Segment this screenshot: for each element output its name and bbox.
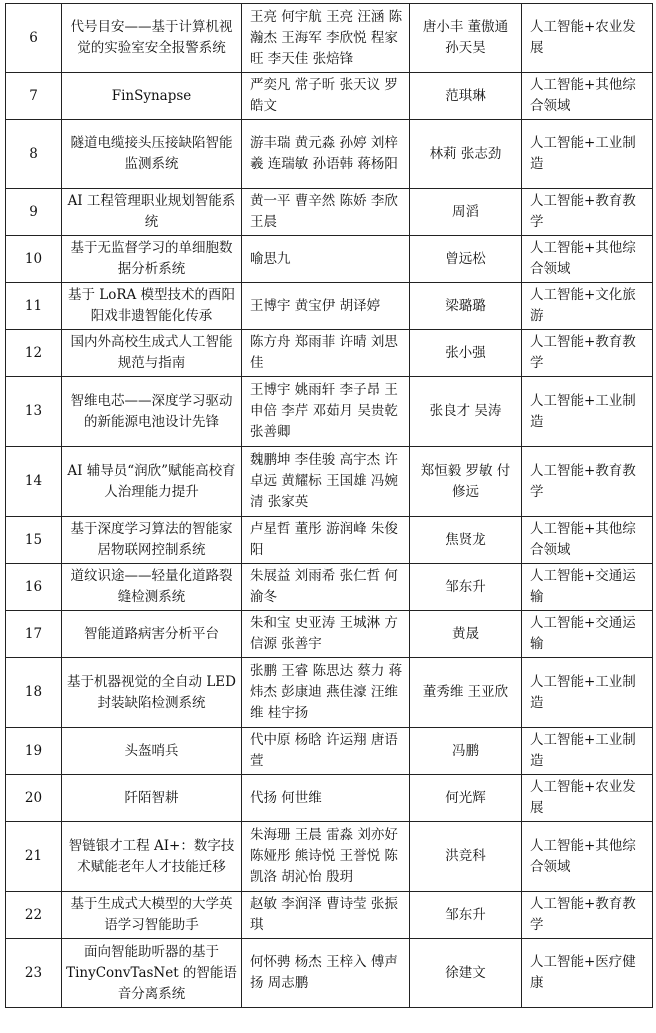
advisor-names: 邹东升 (410, 892, 522, 939)
track-field: 人工智能+工业制造 (522, 658, 653, 728)
track-field: 人工智能+文化旅游 (522, 283, 653, 330)
project-title: 隧道电缆接头压接缺陷智能监测系统 (62, 120, 242, 189)
row-number: 18 (6, 658, 62, 728)
advisor-names: 董秀维 王亚欣 (410, 658, 522, 728)
project-table-body (6, 4, 653, 1008)
project-title: AI 辅导员“润欣”赋能高校育人治理能力提升 (62, 447, 242, 517)
row-number: 19 (6, 728, 62, 775)
table-row (6, 330, 653, 377)
row-number: 22 (6, 892, 62, 939)
project-title: AI 工程管理职业规划智能系统 (62, 189, 242, 236)
team-members: 陈方舟 郑雨菲 许晴 刘思佳 (242, 330, 410, 377)
table-row (6, 658, 653, 728)
row-number: 14 (6, 447, 62, 517)
team-members: 朱展益 刘雨希 张仁哲 何渝冬 (242, 564, 410, 611)
team-members: 卢星哲 董彤 游润峰 朱俊阳 (242, 517, 410, 564)
table-row (6, 283, 653, 330)
team-members: 王亮 何宇航 王亮 汪涵 陈瀚杰 王海军 李欣悦 程家旺 李天佳 张焙锋 (242, 4, 410, 73)
table-row (6, 775, 653, 822)
track-field: 人工智能+其他综合领域 (522, 517, 653, 564)
project-title: 智维电芯——深度学习驱动的新能源电池设计先锋 (62, 377, 242, 447)
row-number: 8 (6, 120, 62, 189)
row-number: 15 (6, 517, 62, 564)
project-title: 基于深度学习算法的智能家居物联网控制系统 (62, 517, 242, 564)
table-row (6, 564, 653, 611)
advisor-names: 冯鹏 (410, 728, 522, 775)
team-members: 喻思九 (242, 236, 410, 283)
track-field: 人工智能+其他综合领域 (522, 73, 653, 120)
team-members: 魏鹏坤 李佳骏 高宇杰 许卓远 黄耀标 王国雄 冯婉清 张家英 (242, 447, 410, 517)
row-number: 7 (6, 73, 62, 120)
table-row (6, 611, 653, 658)
advisor-names: 张小强 (410, 330, 522, 377)
advisor-names: 曾远松 (410, 236, 522, 283)
table-row (6, 517, 653, 564)
team-members: 何怀骋 杨杰 王梓入 傅声扬 周志鹏 (242, 939, 410, 1008)
advisor-names: 郑恒毅 罗敏 付修远 (410, 447, 522, 517)
team-members: 王博宇 姚雨轩 李子昂 王申倍 李芹 邓茹月 吴贵乾 张善卿 (242, 377, 410, 447)
project-title: 国内外高校生成式人工智能规范与指南 (62, 330, 242, 377)
team-members: 朱和宝 史亚涛 王城淋 方信源 张善宇 (242, 611, 410, 658)
row-number: 20 (6, 775, 62, 822)
advisor-names: 林莉 张志劲 (410, 120, 522, 189)
team-members: 黄一平 曹辛然 陈娇 李欣 王晨 (242, 189, 410, 236)
project-table (5, 3, 653, 1008)
table-row (6, 892, 653, 939)
project-title: 基于生成式大模型的大学英语学习智能助手 (62, 892, 242, 939)
track-field: 人工智能+其他综合领域 (522, 822, 653, 892)
row-number: 13 (6, 377, 62, 447)
track-field: 人工智能+交通运输 (522, 564, 653, 611)
project-title: 道纹识途——轻量化道路裂缝检测系统 (62, 564, 242, 611)
table-row (6, 447, 653, 517)
project-title: 智能道路病害分析平台 (62, 611, 242, 658)
table-row (6, 4, 653, 73)
project-title: 代号目安——基于计算机视觉的实验室安全报警系统 (62, 4, 242, 73)
track-field: 人工智能+教育教学 (522, 892, 653, 939)
table-row (6, 236, 653, 283)
team-members: 代扬 何世维 (242, 775, 410, 822)
track-field: 人工智能+教育教学 (522, 447, 653, 517)
row-number: 10 (6, 236, 62, 283)
track-field: 人工智能+工业制造 (522, 377, 653, 447)
table-row (6, 822, 653, 892)
table-row (6, 377, 653, 447)
advisor-names: 范琪琳 (410, 73, 522, 120)
advisor-names: 黄晟 (410, 611, 522, 658)
table-row (6, 189, 653, 236)
track-field: 人工智能+农业发展 (522, 775, 653, 822)
advisor-names: 唐小丰 董傲通 孙天昊 (410, 4, 522, 73)
table-row (6, 939, 653, 1008)
advisor-names: 张良才 吴涛 (410, 377, 522, 447)
row-number: 23 (6, 939, 62, 1008)
team-members: 赵敏 李润泽 曹诗莹 张振琪 (242, 892, 410, 939)
advisor-names: 洪竞科 (410, 822, 522, 892)
advisor-names: 何光辉 (410, 775, 522, 822)
row-number: 9 (6, 189, 62, 236)
row-number: 21 (6, 822, 62, 892)
track-field: 人工智能+其他综合领域 (522, 236, 653, 283)
advisor-names: 周滔 (410, 189, 522, 236)
advisor-names: 焦贤龙 (410, 517, 522, 564)
advisor-names: 邹东升 (410, 564, 522, 611)
track-field: 人工智能+教育教学 (522, 330, 653, 377)
row-number: 12 (6, 330, 62, 377)
table-row (6, 73, 653, 120)
track-field: 人工智能+农业发展 (522, 4, 653, 73)
track-field: 人工智能+工业制造 (522, 728, 653, 775)
project-title: 基于 LoRA 模型技术的酉阳阳戏非遗智能化传承 (62, 283, 242, 330)
table-row (6, 120, 653, 189)
advisor-names: 梁璐璐 (410, 283, 522, 330)
project-title: 智链银才工程 AI+：数字技术赋能老年人才技能迁移 (62, 822, 242, 892)
team-members: 游丰瑞 黄元淼 孙婷 刘梓羲 连瑞敏 孙语韩 蒋杨阳 (242, 120, 410, 189)
team-members: 王博宇 黄宝伊 胡译婷 (242, 283, 410, 330)
row-number: 17 (6, 611, 62, 658)
team-members: 张鹏 王睿 陈思达 蔡力 蒋炜杰 彭康迪 燕佳濠 汪维维 桂宇扬 (242, 658, 410, 728)
project-title: 阡陌智耕 (62, 775, 242, 822)
track-field: 人工智能+医疗健康 (522, 939, 653, 1008)
team-members: 代中原 杨晗 许运翔 唐语萱 (242, 728, 410, 775)
track-field: 人工智能+交通运输 (522, 611, 653, 658)
project-title: 基于机器视觉的全自动 LED 封装缺陷检测系统 (62, 658, 242, 728)
row-number: 16 (6, 564, 62, 611)
project-title: 面向智能助听器的基于 TinyConvTasNet 的智能语音分离系统 (62, 939, 242, 1008)
advisor-names: 徐建文 (410, 939, 522, 1008)
project-title: FinSynapse (62, 73, 242, 120)
track-field: 人工智能+工业制造 (522, 120, 653, 189)
document-page (5, 3, 652, 1008)
project-title: 头盔哨兵 (62, 728, 242, 775)
row-number: 11 (6, 283, 62, 330)
team-members: 严奕凡 常子昕 张天议 罗皓文 (242, 73, 410, 120)
table-row (6, 728, 653, 775)
project-title: 基于无监督学习的单细胞数据分析系统 (62, 236, 242, 283)
team-members: 朱海珊 王晨 雷淼 刘亦好 陈娅彤 熊诗悦 王誉悦 陈凯洛 胡沁怡 殷玥 (242, 822, 410, 892)
row-number: 6 (6, 4, 62, 73)
track-field: 人工智能+教育教学 (522, 189, 653, 236)
